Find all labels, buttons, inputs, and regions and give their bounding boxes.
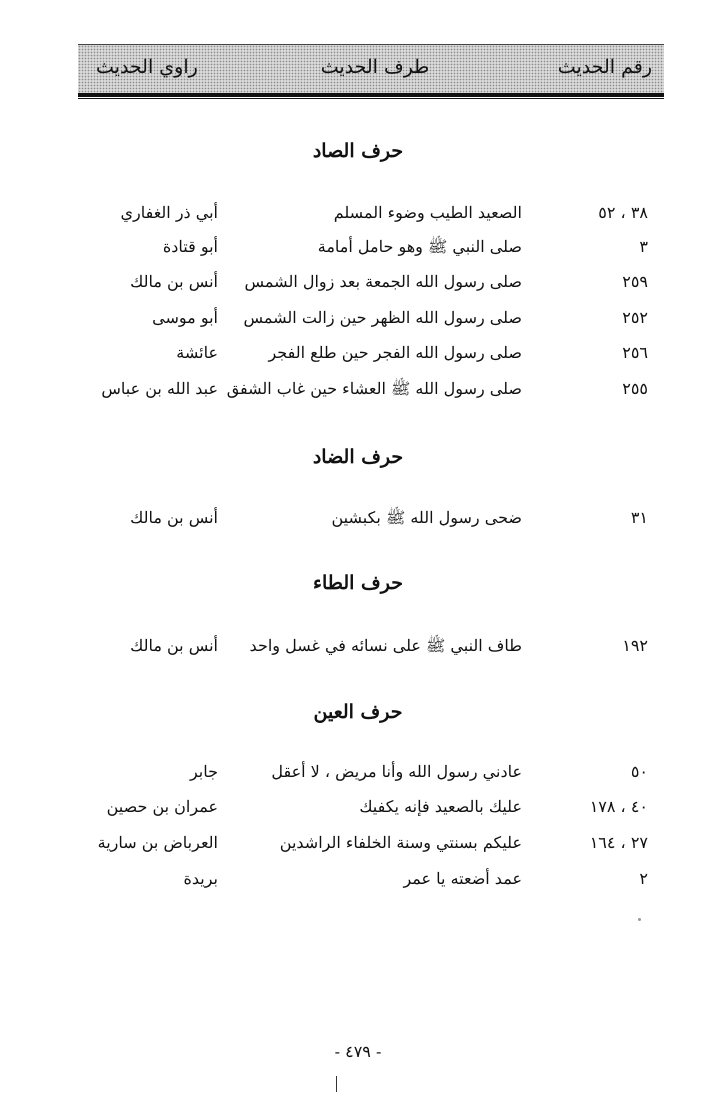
hadith-number: ٢٥٩ <box>622 272 648 291</box>
hadith-narrator: أبو موسى <box>152 308 218 327</box>
hadith-narrator: أنس بن مالك <box>130 272 218 291</box>
header-divider <box>78 93 664 97</box>
hadith-text: عادني رسول الله وأنا مريض ، لا أعقل <box>271 762 522 781</box>
list-item <box>0 272 716 302</box>
list-item <box>0 508 716 538</box>
header-narrator-label: راوي الحديث <box>96 56 198 78</box>
hadith-number: ٣ <box>639 237 648 256</box>
scan-speck <box>638 918 641 921</box>
hadith-text: طاف النبي ﷺ على نسائه في غسل واحد <box>249 636 522 655</box>
hadith-narrator: عمران بن حصين <box>106 797 218 816</box>
hadith-number: ٢٥٢ <box>622 308 648 327</box>
hadith-narrator: أنس بن مالك <box>130 508 218 527</box>
hadith-number: ٢٥٦ <box>622 343 648 362</box>
section-title: حرف العين <box>313 701 403 723</box>
header-divider-thin <box>78 98 664 99</box>
hadith-narrator: عبد الله بن عباس <box>101 379 218 398</box>
list-item <box>0 237 716 267</box>
list-item <box>0 797 716 827</box>
hadith-text: صلى رسول الله الفجر حين طلع الفجر <box>268 343 522 362</box>
hadith-number: ٣١ <box>630 508 648 527</box>
hadith-narrator: عائشة <box>176 343 218 362</box>
list-item <box>0 869 716 899</box>
hadith-text: صلى رسول الله ﷺ العشاء حين غاب الشفق <box>226 379 522 398</box>
hadith-number: ٢٥٥ <box>622 379 648 398</box>
hadith-number: ٢٧ ، ١٦٤ <box>589 833 648 852</box>
hadith-text: عليك بالصعيد فإنه يكفيك <box>359 797 522 816</box>
list-item <box>0 379 716 409</box>
section-title: حرف الضاد <box>312 446 404 468</box>
hadith-narrator: أبي ذر الغفاري <box>120 203 218 222</box>
section-title: حرف الطاء <box>313 572 403 594</box>
list-item <box>0 308 716 338</box>
header-text-label-value: طرف الحديث <box>320 56 430 78</box>
hadith-narrator: العرباض بن سارية <box>97 833 218 852</box>
list-item <box>0 636 716 666</box>
list-item <box>0 343 716 373</box>
hadith-narrator: أبو قتادة <box>162 237 218 256</box>
hadith-text: صلى رسول الله الجمعة بعد زوال الشمس <box>244 272 522 291</box>
list-item <box>0 203 716 233</box>
hadith-text: عليكم بسنتي وسنة الخلفاء الراشدين <box>279 833 522 852</box>
hadith-narrator: جابر <box>189 762 218 781</box>
hadith-number: ٥٠ <box>630 762 648 781</box>
page-number: - ٤٧٩ - <box>334 1042 382 1061</box>
list-item <box>0 833 716 863</box>
hadith-text: عمد أضعته يا عمر <box>403 869 522 888</box>
header-text-label <box>290 56 460 78</box>
hadith-text: ضحى رسول الله ﷺ بكبشين <box>331 508 522 527</box>
list-item <box>0 762 716 792</box>
hadith-number: ١٩٢ <box>622 636 648 655</box>
hadith-number: ٢ <box>639 869 648 888</box>
section-title: حرف الصاد <box>312 140 404 162</box>
hadith-text: صلى النبي ﷺ وهو حامل أمامة <box>317 237 522 256</box>
hadith-number: ٣٨ ، ٥٢ <box>598 203 648 222</box>
bottom-tick-mark <box>336 1076 337 1092</box>
hadith-narrator: أنس بن مالك <box>130 636 218 655</box>
hadith-text: صلى رسول الله الظهر حين زالت الشمس <box>243 308 522 327</box>
hadith-narrator: بريدة <box>183 869 218 888</box>
hadith-number: ٤٠ ، ١٧٨ <box>589 797 648 816</box>
header-number-label: رقم الحديث <box>557 56 652 78</box>
hadith-text: الصعيد الطيب وضوء المسلم <box>333 203 522 222</box>
